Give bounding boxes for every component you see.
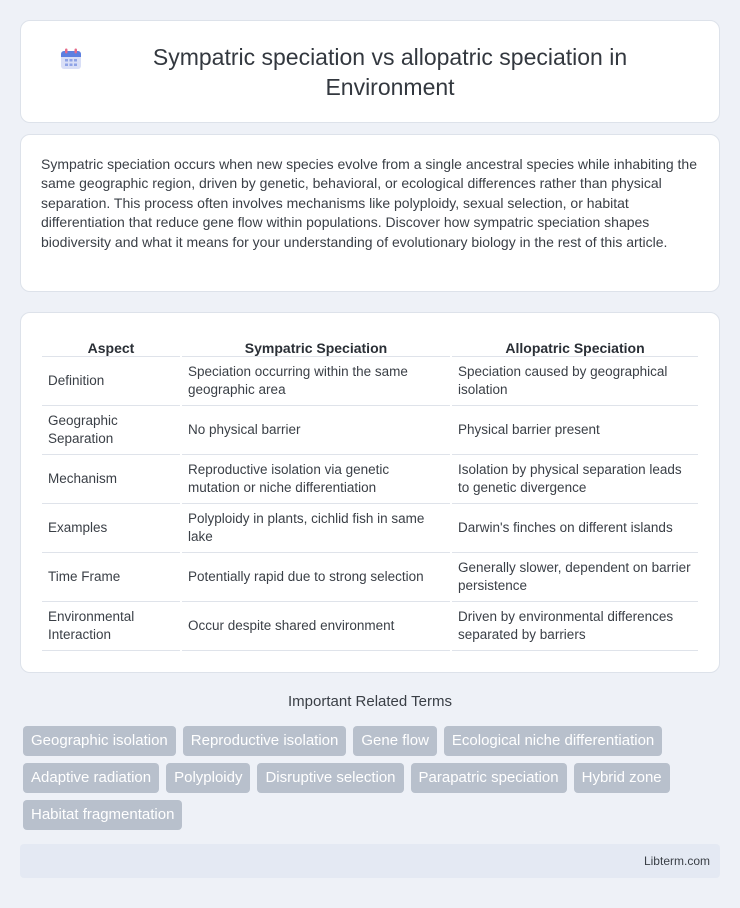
table-row — [42, 602, 698, 651]
tag-hybrid-zone[interactable]: Hybrid zone — [574, 763, 670, 793]
title-wrap — [60, 42, 680, 102]
cell-allopatric: Speciation caused by geographical isolation — [452, 357, 698, 406]
cell-allopatric: Driven by environmental differences separated by barriers — [452, 602, 698, 651]
table-row — [42, 553, 698, 602]
calendar-icon — [60, 48, 82, 70]
tag-geographic-isolation[interactable]: Geographic isolation — [23, 726, 176, 756]
table-row — [42, 406, 698, 455]
comparison-table — [40, 333, 700, 651]
cell-aspect: Environmental Interaction — [42, 602, 180, 651]
footer — [20, 844, 720, 878]
cell-allopatric: Generally slower, dependent on barrier persistence — [452, 553, 698, 602]
header-allopatric: Allopatric Speciation — [452, 333, 698, 357]
cell-sympatric: Potentially rapid due to strong selection — [182, 553, 450, 602]
cell-sympatric: Reproductive isolation via genetic mutation or niche differentiation — [182, 455, 450, 504]
page-title: Sympatric speciation vs allopatric speciation in Environment — [152, 43, 628, 100]
related-terms-title: Important Related Terms — [288, 693, 452, 710]
cell-sympatric: No physical barrier — [182, 406, 450, 455]
cell-aspect: Definition — [42, 357, 180, 406]
header-aspect: Aspect — [42, 333, 180, 357]
header-card — [20, 20, 720, 123]
tag-parapatric-speciation[interactable]: Parapatric speciation — [411, 763, 567, 793]
cell-aspect: Examples — [42, 504, 180, 553]
cell-aspect: Mechanism — [42, 455, 180, 504]
tag-adaptive-radiation[interactable]: Adaptive radiation — [23, 763, 159, 793]
tag-polyploidy[interactable]: Polyploidy — [166, 763, 250, 793]
cell-sympatric: Polyploidy in plants, cichlid fish in same lake — [182, 504, 450, 553]
table-header-row — [42, 333, 698, 357]
table-row — [42, 357, 698, 406]
cell-sympatric: Speciation occurring within the same geographic area — [182, 357, 450, 406]
related-terms-list — [23, 726, 723, 830]
intro-card — [20, 134, 720, 292]
tag-reproductive-isolation[interactable]: Reproductive isolation — [183, 726, 347, 756]
intro-paragraph: Sympatric speciation occurs when new species evolve from a single ancestral species while inhabiting the same geographic region, driven by genetic, behavioral, or ecological differences rather than physical separation. This process often involves mechanisms like polyploidy, sexual selection, or habitat differentiation that reduce gene flow within populations. Discover how sympatric speciation shapes biodiversity and what it means for your understanding of evolutionary biology in the rest of this article. — [41, 156, 697, 250]
cell-aspect: Geographic Separation — [42, 406, 180, 455]
tag-habitat-fragmentation[interactable]: Habitat fragmentation — [23, 800, 182, 830]
cell-allopatric: Isolation by physical separation leads to genetic divergence — [452, 455, 698, 504]
tag-ecological-niche-differentiation[interactable]: Ecological niche differentiation — [444, 726, 662, 756]
footer-brand-link[interactable]: Libterm.com — [643, 854, 710, 868]
cell-allopatric: Darwin's finches on different islands — [452, 504, 698, 553]
cell-sympatric: Occur despite shared environment — [182, 602, 450, 651]
table-row — [42, 504, 698, 553]
cell-aspect: Time Frame — [42, 553, 180, 602]
comparison-table-card — [20, 312, 720, 673]
cell-allopatric: Physical barrier present — [452, 406, 698, 455]
table-row — [42, 455, 698, 504]
header-sympatric: Sympatric Speciation — [182, 333, 450, 357]
tag-gene-flow[interactable]: Gene flow — [353, 726, 437, 756]
tag-disruptive-selection[interactable]: Disruptive selection — [257, 763, 403, 793]
